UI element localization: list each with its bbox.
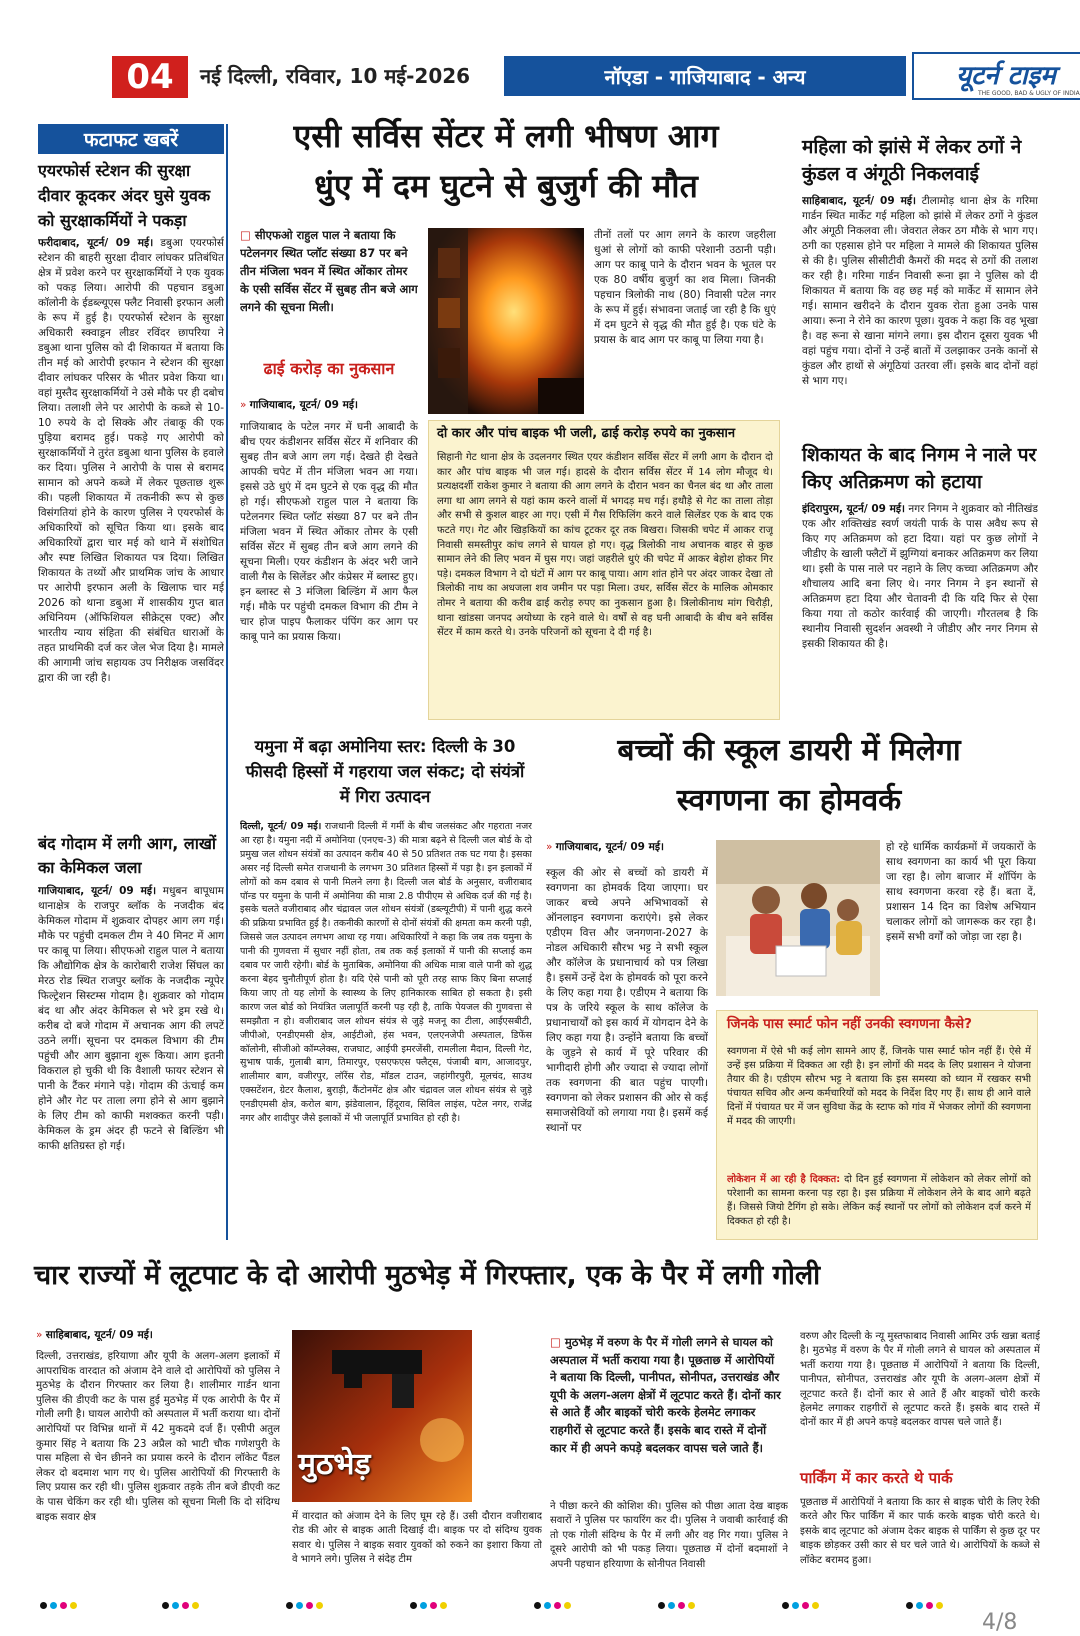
census-dateline-wrap: » गाजियाबाद, यूटर्न/ 09 मई। — [546, 841, 665, 853]
census-dateline: गाजियाबाद, यूटर्न/ 09 मई। — [555, 841, 665, 853]
page-number: 04 — [112, 56, 188, 98]
ink-dots-3 — [286, 1602, 323, 1609]
lead-dateline: गाजियाबाद, यूटर्न/ 09 मई। — [249, 399, 359, 411]
ink-dots-4 — [410, 1602, 447, 1609]
yamuna-headline: यमुना में बढ़ा अमोनिया स्तर: दिल्ली के 30 फीसदी हिस्सों में गहराया जल संकट; दो संयंत्रों में गिरा उत्पादन — [245, 737, 525, 806]
lead-side-box — [428, 420, 780, 720]
bottom-body-5: पूछताछ में आरोपियों ने बताया कि कार से बाइक चोरी के लिए रेकी करते और फिर पार्किंग में कार पार्क करके बाइक चोरी करते थे। इसके बाद लूटपाट को अंजाम देकर बाइक से पार्किंग से कुछ दूर पर बाइक छोड़कर उसी कार से घर चले जाते थे। आरोपियों के कब्जे से लॉकेट बरामद हुआ। — [800, 1497, 1040, 1566]
yamuna-body — [240, 820, 532, 1240]
family-photo — [716, 840, 880, 996]
lead-quote: □ सीएफओ राहुल पाल ने बताया कि पटेलनगर स्थित प्लॉट संख्या 87 पर बने तीन मंजिला भवन में स्थित ओंकार तोमर के एसी सर्विस सेंटर में सुबह तीन बजे आग लगने की सूचना मिली। — [240, 228, 418, 314]
brand-name: यूटर्न टाइम — [956, 61, 1056, 91]
ink-dots-2 — [162, 1602, 199, 1609]
right-story2-text: नगर निगम ने शुक्रवार को नीतिखंड एक और शक्तिखंड स्वर्ण जयंती पार्क के पास अवैध रूप से किए गए अतिक्रमण को हटा दिया। यहां पर कुछ लोगों ने जीडीए के खाली फ्लैटों में झुग्गियां बनाकर अतिक्रमण कर लिया था। इसी के पास नाले पर नहाने के लिए कच्चा अतिक्रमण और शौचालय आदि बना लिए थे। नगर निगम ने इन स्थानों से अतिक्रमण हटा दिया और चेतावनी दी कि यदि फिर से ऐसा किया गया तो कठोर कार्रवाई की जाएगी। गौरतलब है कि स्थानीय निवासी सुदर्शन अवस्थी ने जीडीए और नगर निगम से इसकी शिकायत की है। — [802, 503, 1038, 650]
section-title: नॉएडा - गाजियाबाद - अन्य — [504, 56, 906, 96]
census-headline-1: बच्चों की स्कूल डायरी में मिलेगा — [617, 733, 961, 768]
lead-box-headline: दो कार और पांच बाइक भी जली, ढाई करोड़ रुपये का नुकसान — [437, 426, 736, 441]
right-story2-dateline: इंदिरापुरम, यूटर्न/ 09 मई। — [802, 503, 906, 515]
census-box-sub — [727, 1173, 1031, 1239]
lead-box-body: सिहानी गेट थाना क्षेत्र के उदलनगर स्थित एयर कंडीशन सर्विस सेंटर में लगी आग के दौरान दो कार और पांच बाइक भी जल गई। हादसे के दौरान सर्विस सेंटर में 14 लोग मौजूद थे। प्रत्यक्षदर्शी राकेश कुमार ने बताया की आग लगने के दौरान भवन का चैनल बंद था और ताला लगा था आग लगने से यहां काम करने वालों में भगदड़ मच गई। हथौड़े से गेट का ताला तोड़ा और सभी से कुशल बाहर आ गए। एसी में गैस रिफिलिंग करने वाले सिलेंडर एक के बाद एक फटते गए। गेट और खिड़कियों का कांच टूटकर दूर तक बिखरा। जिसकी चपेट में आकर राजू निवासी समस्तीपुर कांच लगने से घायल हो गए। वृद्ध त्रिलोकी नाथ अचानक बाहर से कुछ सामान लेने की लिए भवन में घुस गए। जहां जहरीले धुएं की चपेट में आकर बेहोश होकर गिर पड़े। दमकल विभाग ने दो घंटों में आग पर काबू पाया। आग शांत होने पर अंदर जाकर देखा तो त्रिलोकी नाथ का अधजला शव जमीन पर पड़ा मिला। उधर, सर्विस सेंटर के मालिक ओमकार तोमर ने बताया की करीब ढाई करोड़ रुपए का नुकसान हुआ है। त्रिलोकीनाथ मांग चिरौड़ी, थाना खांडसा जनपद अयोध्या के रहने वाले थे। वर्षों से वह घनी आबादी के बीच बने सर्विस सेंटर में काम करते थे। उनके परिजनों को सूचना दे दी गई है। — [437, 452, 773, 639]
masthead — [112, 52, 1080, 100]
left-story2-headline: बंद गोदाम में लगी आग, लाखों का केमिकल जला — [38, 834, 217, 877]
bottom-dateline-wrap: » साहिबाबाद, यूटर्न/ 09 मई। — [36, 1329, 153, 1341]
bottom-subhead: पार्किंग में कार करते थे पार्क — [800, 1469, 953, 1487]
bottom-headline: चार राज्यों में लूटपाट के दो आरोपी मुठभेड़ में गिरफ्तार, एक के पैर में लगी गोली — [34, 1260, 821, 1291]
right-story1-text: टीलामोड़ थाना क्षेत्र के गरिमा गार्डन स्थित मार्केट गई महिला को झांसे में लेकर ठगों ने कुंडल और अंगूठी निकलवा ली। जेवरात लेकर ठग मौके से भाग गए। ठगी का एहसास होने पर महिला ने मामले की शिकायत पुलिस से की है। पुलिस सीसीटीवी कैमरों की मदद से ठगों की तलाश कर रही है। गरिमा गार्डन निवासी रूना झा ने पुलिस को दी शिकायत में बताया कि वह छह मई को मार्केट में सामान लेने गई। सामान खरीदने के दौरान युवक रोता हुआ उनके पास आया। रूना ने रोने का कारण पूछा। युवक ने कहा कि वह भूखा है। वह रूना से खाना मांगने लगा। इस दौरान दूसरा युवक भी वहां पहुंच गया। दोनों ने उन्हें बातों में उलझाकर उनके कानों से कुंडल और हाथों से अंगूठियां उतरवा लीं। इसके बाद दोनों वहां से भाग गए। — [802, 195, 1038, 387]
ink-dots-8 — [906, 1602, 943, 1609]
column-divider — [226, 124, 228, 1240]
ink-dots-7 — [782, 1602, 819, 1609]
right-story2-body — [802, 502, 1038, 702]
lead-body-right: तीनों तलों पर आग लगने के कारण जहरीला धुआं से लोगों को काफी परेशानी उठानी पड़ी। आग पर काबू पाने के दौरान भवन के भूतल पर एक 80 वर्षीय बुजुर्ग का शव मिला। जिनकी पहचान त्रिलोकी नाथ (80) निवासी पटेल नगर के रूप में हुई। संभावना जताई जा रही है कि धुएं में दम घुटने से वृद्ध की मौत हुई है। एक घंटे के प्रयास के बाद आग पर काबू पा लिया गया है। — [594, 229, 776, 346]
census-headline-2: स्वगणना का होमवर्क — [676, 783, 902, 818]
right-story1-body — [802, 194, 1038, 434]
lead-headline-1: एसी सर्विस सेंटर में लगी भीषण आग — [293, 117, 719, 155]
left-story1-dateline: फरीदाबाद, यूटर्न/ 09 मई। — [38, 237, 154, 249]
bottom-body-4: वरुण और दिल्ली के न्यू मुस्तफाबाद निवासी आमिर उर्फ खन्ना बताई है। मुठभेड़ में वरुण के पैर में गोली लगने से घायल को अस्पताल में भर्ती कराया गया है। पूछताछ में आरोपियों ने बताया कि दिल्ली, पानीपत, सोनीपत, उत्तराखंड और यूपी के अलग-अलग क्षेत्रों में लूटपाट करते हैं। दोनों कार से आते हैं और बाइकों चोरी करके हेलमेट लगाकर राहगीरों से लूटपाट करते हैं। इसके बाद रास्ते में दोनों कार में ही अपने कपड़े बदलकर वापस चले जाते हैं। — [800, 1331, 1040, 1429]
dateline: नई दिल्ली, रविवार, 10 मई-2026 — [200, 64, 471, 88]
census-box-body: स्वगणना में ऐसे भी कई लोग सामने आए हैं, जिनके पास स्मार्ट फोन नहीं हैं। ऐसे में उन्हें इस प्रक्रिया में दिक्कत आ रही है। इन लोगों की मदद के लिए प्रशासन ने योजना तैयार की है। एडीएम सौरभ भट्ट ने बताया कि इस समस्या को ध्यान में रखकर सभी पंचायत सचिव और अन्य कर्मचारियों को मदद के निर्देश दिए गए हैं। साथ ही आने वाले दिनों में पंचायत घर में जन सुविधा केंद्र के स्टाफ को गांव में भेजकर लोगों की स्वगणना में मदद की जाएगी। — [727, 1046, 1031, 1127]
lead-subhead: ढाई करोड़ का नुकसान — [263, 359, 395, 378]
brand-tagline: THE GOOD, BAD & UGLY OF INDIA — [978, 90, 1080, 97]
ink-dots-6 — [658, 1602, 695, 1609]
left-story1-text: डबुआ एयरफोर्स स्टेशन की बाहरी सुरक्षा दीवार लांघकर प्रतिबंधित क्षेत्र में प्रवेश करने पर सुरक्षाकर्मियों ने एक युवक को पकड़ लिया। आरोपी की पहचान डबुआ कॉलोनी के ईडब्ल्यूएस फ्लैट निवासी इरफान अली के रूप में हुई है। एयरफोर्स स्टेशन के सुरक्षा अधिकारी स्क्वाड्रन लीडर रविंदर छापरिया ने डबुआ थाना पुलिस को दी शिकायत में बताया कि तीन मई को आरोपी इरफान ने स्टेशन की सुरक्षा दीवार लांघकर परिसर के भीतर प्रवेश किया था। वहां मुस्तैद सुरक्षाकर्मियों ने उसे मौके पर ही दबोच लिया। तलाशी लेने पर आरोपी के कब्जे से 10-10 रुपये के दो सिक्के और तंबाकू की एक पुड़िया बरामद हुई। पकड़े गए आरोपी को सुरक्षाकर्मियों ने तुरंत डबुआ थाना पुलिस के हवाले कर दिया। पुलिस ने आरोपी के पास से बरामद सामान को अपने कब्जे में लेकर पूछताछ शुरू की। पहली शिकायत में तकनीकी रूप से कुछ विसंगतियां होने के कारण पुलिस ने एयरफोर्स के अधिकारियों को सूचित किया था। इसके बाद अधिकारियों द्वारा चार मई को थाने में संशोधित और स्पष्ट लिखित शिकायत पत्र दिया। लिखित शिकायत के तथ्यों और प्राथमिक जांच के आधार पर आरोपी इरफान अली के खिलाफ चार मई 2026 को थाना डबुआ में शासकीय गुप्त बात अधिनियम (ऑफिशियल सीक्रेट्स एक्ट) और भारतीय न्याय संहिता की संबंधित धाराओं के तहत प्राथमिकी दर्ज कर जेल भेज दिया है। मामले की आगामी जांच सहायक उप निरीक्षक जसविंदर द्वारा की जा रही है। — [38, 237, 224, 684]
census-side-box — [716, 1010, 1038, 1240]
census-box-sub-text: दो दिन हुई स्वगणना में लोकेशन को लेकर लोगों को परेशानी का सामना करना पड़ रहा है। इस प्रक्रिया में लोकेशन लेने के बाद आगे बढ़ते हैं। जिससे जियो टैगिंग हो सके। लेकिन कई स्थानों पर लोगों को लोकेशन दर्ज करने में दिक्कत हो रही है। — [727, 1174, 1031, 1227]
brand-logo — [912, 52, 1080, 100]
census-body-left: स्कूल की ओर से बच्चों को डायरी में स्वगणना का होमवर्क दिया जाएगा। घर जाकर बच्चे अपने अभिभावकों से ऑनलाइन स्वगणना कराएंगे। इसे लेकर एडीएम वित्त और जनगणना-2027 के नोडल अधिकारी सौरभ भट्ट ने सभी स्कूल और कॉलेज के प्रधानाचार्य को पत्र लिखा है। इसमें उन्हें देश के होमवर्क को पूरा करने के लिए कहा गया है। एडीएम ने बताया कि पत्र के जरिये स्कूल के साथ कॉलेज के प्रधानाचार्यों को इस कार्य में योगदान देने के लिए कहा गया है। उन्होंने बताया कि बच्चों के जुड़ने से कार्य में पूरे परिवार की भागीदारी होगी और ज्यादा से ज्यादा लोगों तक स्वगणना की बात पहुंच पाएगी। स्वगणना को लेकर प्रशासन की ओर से कई समाजसेवियों को लगाया गया है। इसमें कई स्थानों पर — [546, 867, 708, 1134]
left-story2-dateline: गाजियाबाद, यूटर्न/ 09 मई। — [38, 885, 157, 897]
page-indicator: 4/8 — [982, 1610, 1018, 1635]
bottom-body-1: दिल्ली, उत्तराखंड, हरियाणा और यूपी के अलग-अलग इलाकों में आपराधिक वारदात को अंजाम देने वाले दो आरोपियों को पुलिस ने मुठभेड़ के दौरान गिरफ्तार कर लिया है। शालीमार गार्डन थाना पुलिस की डीएवी कट के पास हुई मुठभेड़ में एक आरोपी के पैर में गोली लगी है। घायल आरोपी को अस्पताल में भर्ती कराया था। दोनों आरोपियों पर विभिन्न थानों में 42 मुकदमे दर्ज हैं। एसीपी अतुल कुमार सिंह ने बताया कि 23 अप्रैल को भाटी चौक गणेशपुरी के पास महिला से चेन छीनने का प्रयास करने के दौरान लॉकेट पैंडल लेकर दो बदमाश भाग गए थे। पुलिस आरोपियों की गिरफ्तारी के लिए प्रयास कर रही थी। पुलिस शुक्रवार तड़के तीन बजे डीएवी कट के पास चेकिंग कर रही थी। पुलिस को सूचना मिली कि दो संदिग्ध बाइक सवार क्षेत्र — [36, 1351, 280, 1523]
left-story1-body — [38, 236, 224, 796]
right-story2-headline: शिकायत के बाद निगम ने नाले पर किए अतिक्रमण को हटाया — [802, 444, 1037, 493]
bottom-quote: □ मुठभेड़ में वरुण के पैर में गोली लगने से घायल को अस्पताल में भर्ती कराया गया है। पूछताछ में आरोपियों ने बताया कि दिल्ली, पानीपत, सोनीपत, उत्तराखंड और यूपी के अलग-अलग क्षेत्रों में लूटपाट करते हैं। दोनों कार से आते हैं और बाइकों चोरी करके हेलमेट लगाकर राहगीरों से लूटपाट करते हैं। इसके बाद रास्ते में दोनों कार में ही अपने कपड़े बदलकर वापस चले जाते हैं। — [550, 1335, 781, 1455]
yamuna-dateline: दिल्ली, यूटर्न/ 09 मई। — [240, 821, 322, 832]
fire-photo — [428, 228, 584, 414]
bottom-dateline: साहिबाबाद, यूटर्न/ 09 मई। — [45, 1329, 153, 1341]
left-story2-text: मधुबन बापूधाम थानाक्षेत्र के राजपुर ब्लॉक के नजदीक बंद केमिकल गोदाम में शुक्रवार दोपहर आग लग गई। मौके पर पहुंची दमकल टीम ने 40 मिनट में आग पर काबू पा लिया। सीएफओ राहुल पाल ने बताया कि औद्योगिक क्षेत्र के कारोबारी राजेश सिंघल का मेरठ रोड स्थित राजपुर ब्लॉक के नजदीक न्यूपेर फिल्ट्रेशन सिस्टम्स गोदाम है। शुक्रवार को गोदाम बंद था और अंदर केमिकल से भरे ड्रम रखे थे। करीब दो बजे गोदाम में अचानक आग की लपटें उठने लगीं। सूचना पर दमकल विभाग की टीम पहुंची और आग बुझाना शुरू किया। आग इतनी विकराल हो चुकी थी कि वैशाली फायर स्टेशन से पानी के टैंकर मंगाने पड़े। गोदाम की ऊंचाई कम होने और गेट पर ताला लगा होने से आग बुझाने के लिए टीम को काफी मशक्कत करनी पड़ी। केमिकल के ड्रम अंदर ही फटने से बिल्डिंग भी काफी क्षतिग्रस्त हो गई। — [38, 885, 224, 1152]
census-box-subhead: लोकेशन में आ रही है दिक्कत: — [727, 1174, 841, 1185]
square-icon-2: □ — [550, 1335, 565, 1349]
ink-dots-1 — [40, 1602, 77, 1609]
encounter-photo-label: मुठभेड़ — [298, 1447, 371, 1482]
encounter-photo — [292, 1330, 472, 1502]
yamuna-text: राजधानी दिल्ली में गर्मी के बीच जलसंकट और गहराता नजर आ रहा है। यमुना नदी में अमोनिया (एनएच-3) की मात्रा बढ़ने से दिल्ली जल बोर्ड के दो प्रमुख जल शोधन संयंत्रों का उत्पादन करीब 40 से 50 प्रतिशत तक घट गया है। इसका असर नई दिल्ली समेत राजधानी के लगभग 30 प्रतिशत हिस्सों में पड़ा है। इन इलाकों में लोगों को कम दबाव से पानी मिलने लगा है। दिल्ली जल बोर्ड के अनुसार, वजीराबाद पॉन्ड पर यमुना के पानी में अमोनिया की मात्रा 2.8 पीपीएम से अधिक दर्ज की गई है। इसके चलते वजीराबाद और चंद्रावल जल शोधन संयंत्रों (डब्ल्यूटीपी) में पानी शुद्ध करने की प्रक्रिया प्रभावित हुई है। तकनीकी कारणों से दोनों संयंत्रों की क्षमता कम करनी पड़ी, जिससे जल उत्पादन लगभग आधा रह गया। अधिकारियों ने कहा कि जब तक यमुना के पानी की गुणवत्ता में सुधार नहीं होता, तब तक कई इलाकों में पानी की सप्लाई कम दबाव पर जारी रहेगी। बोर्ड के मुताबिक, अमोनिया की अधिक मात्रा वाले पानी को शुद्ध करना बेहद चुनौतीपूर्ण होता है। यदि ऐसे पानी को पूरी तरह साफ किए बिना सप्लाई किया जाए तो यह लोगों के स्वास्थ्य के लिए हानिकारक साबित हो सकता है। इसी कारण जल बोर्ड को नियंत्रित जलापूर्ति करनी पड़ रही है, ताकि पेयजल की गुणवत्ता से समझौता न हो। वजीराबाद जल शोधन संयंत्र से जुड़े मजनू का टीला, आईएसबीटी, जीपीओ, एनडीएमसी क्षेत्र, आईटीओ, हंस भवन, एलएनजेपी अस्पताल, डिफेंस कॉलोनी, सीजीओ कॉम्प्लेक्स, राजघाट, आईपी इमरजेंसी, रामलीला मैदान, दिल्ली गेट, सुभाष पार्क, गुलाबी बाग, तिमारपुर, एसएफएस फ्लैट्स, पंजाबी बाग, आजादपुर, शालीमार बाग, वजीरपुर, लॉरेंस रोड, मॉडल टाउन, जहांगीरपुरी, मूलचंद, साउथ एक्सटेंशन, ग्रेटर कैलाश, बुराड़ी, कैंटोनमेंट क्षेत्र और चंद्रावल जल शोधन संयंत्र से जुड़े एनडीएमसी क्षेत्र, करोल बाग, झंडेवालान, हिंदूराव, सिविल लाइंस, पटेल नगर, राजेंद्र नगर और शादीपुर जैसे इलाकों में भी जलापूर्ति प्रभावित हो रही है। — [240, 821, 532, 1125]
lead-dateline-wrap: » गाजियाबाद, यूटर्न/ 09 मई। — [240, 399, 359, 411]
bottom-body-3: ने पीछा करने की कोशिश की। पुलिस को पीछा आता देख बाइक सवारों ने पुलिस पर फायरिंग कर दी। पुलिस ने जवाबी कार्रवाई की तो एक गोली संदिग्ध के पैर में लगी और वह गिर गया। पुलिस ने दूसरे आरोपी को भी पकड़ लिया। पूछताछ में दोनों बदमाशों ने अपनी पहचान हरियाणा के सोनीपत निवासी — [550, 1501, 788, 1570]
left-story1-headline: एयरफोर्स स्टेशन की सुरक्षा दीवार कूदकर अंदर घुसे युवक को सुरक्षाकर्मियों ने पकड़ा — [38, 161, 211, 230]
bottom-body-2: में वारदात को अंजाम देने के लिए घूम रहे हैं। उसी दौरान वजीराबाद रोड की ओर से बाइक आती दिखाई दी। बाइक पर दो संदिग्ध युवक सवार थे। पुलिस ने बाइक सवार युवकों को रुकने का इशारा किया तो वे भागने लगे। पुलिस ने संदेह टीम — [292, 1511, 542, 1566]
quick-news-band: फटाफट खबरें — [38, 124, 224, 154]
right-story1-headline: महिला को झांसे में लेकर ठगों ने कुंडल व अंगूठी निकलवाई — [802, 136, 1022, 185]
right-story1-dateline: साहिबाबाद, यूटर्न/ 09 मई। — [802, 195, 917, 207]
lead-body-left: गाजियाबाद के पटेल नगर में घनी आबादी के बीच एयर कंडीशनर सर्विस सेंटर में शनिवार की सुबह तीन बजे आग लग गई। देखते ही देखते आपकी चपेट में तीन मंजिला भवन आ गया। इससे उठे धुएं में दम घुटने से एक वृद्ध की मौत हो गई। सीएफओ राहुल पाल ने बताया कि पटेलनगर स्थित प्लॉट संख्या 87 पर बने तीन मंजिला भवन में स्थित ओंकार तोमर के एसी सर्विस सेंटर में सुबह तीन बजे आग लगने की सूचना मिली। एयर कंडीशन के अंदर भरी जाने वाली गैस के सिलेंडर और कंप्रेसर में ब्लास्ट हुए। इन ब्लास्ट से 3 मंजिला बिल्डिंग में आग फैल गई। मौके पर पहुंची दमकल विभाग की टीम ने चार होज पाइप फैलाकर पंपिंग कर आग पर काबू पाने का प्रयास किया। — [240, 421, 418, 643]
census-body-right: हो रहे धार्मिक कार्यक्रमों में जयकारों के साथ स्वगणना का कार्य भी पूरा किया जा रहा है। लोग बाजार में शॉपिंग के साथ स्वगणना करवा रहे हैं। बता दें, प्रशासन 14 दिन का विशेष अभियान चलाकर लोगों को जागरूक कर रहा है। इसमें सभी वर्गों को जोड़ा जा रहा है। — [886, 841, 1036, 943]
lead-headline-2: धुंए में दम घुटने से बुजुर्ग की मौत — [314, 167, 698, 205]
square-icon: □ — [240, 228, 255, 242]
census-box-headline: जिनके पास स्मार्ट फोन नहीं उनकी स्वगणना कैसे? — [727, 1016, 972, 1032]
ink-dots-5 — [534, 1602, 571, 1609]
left-story2-body — [38, 884, 224, 1244]
